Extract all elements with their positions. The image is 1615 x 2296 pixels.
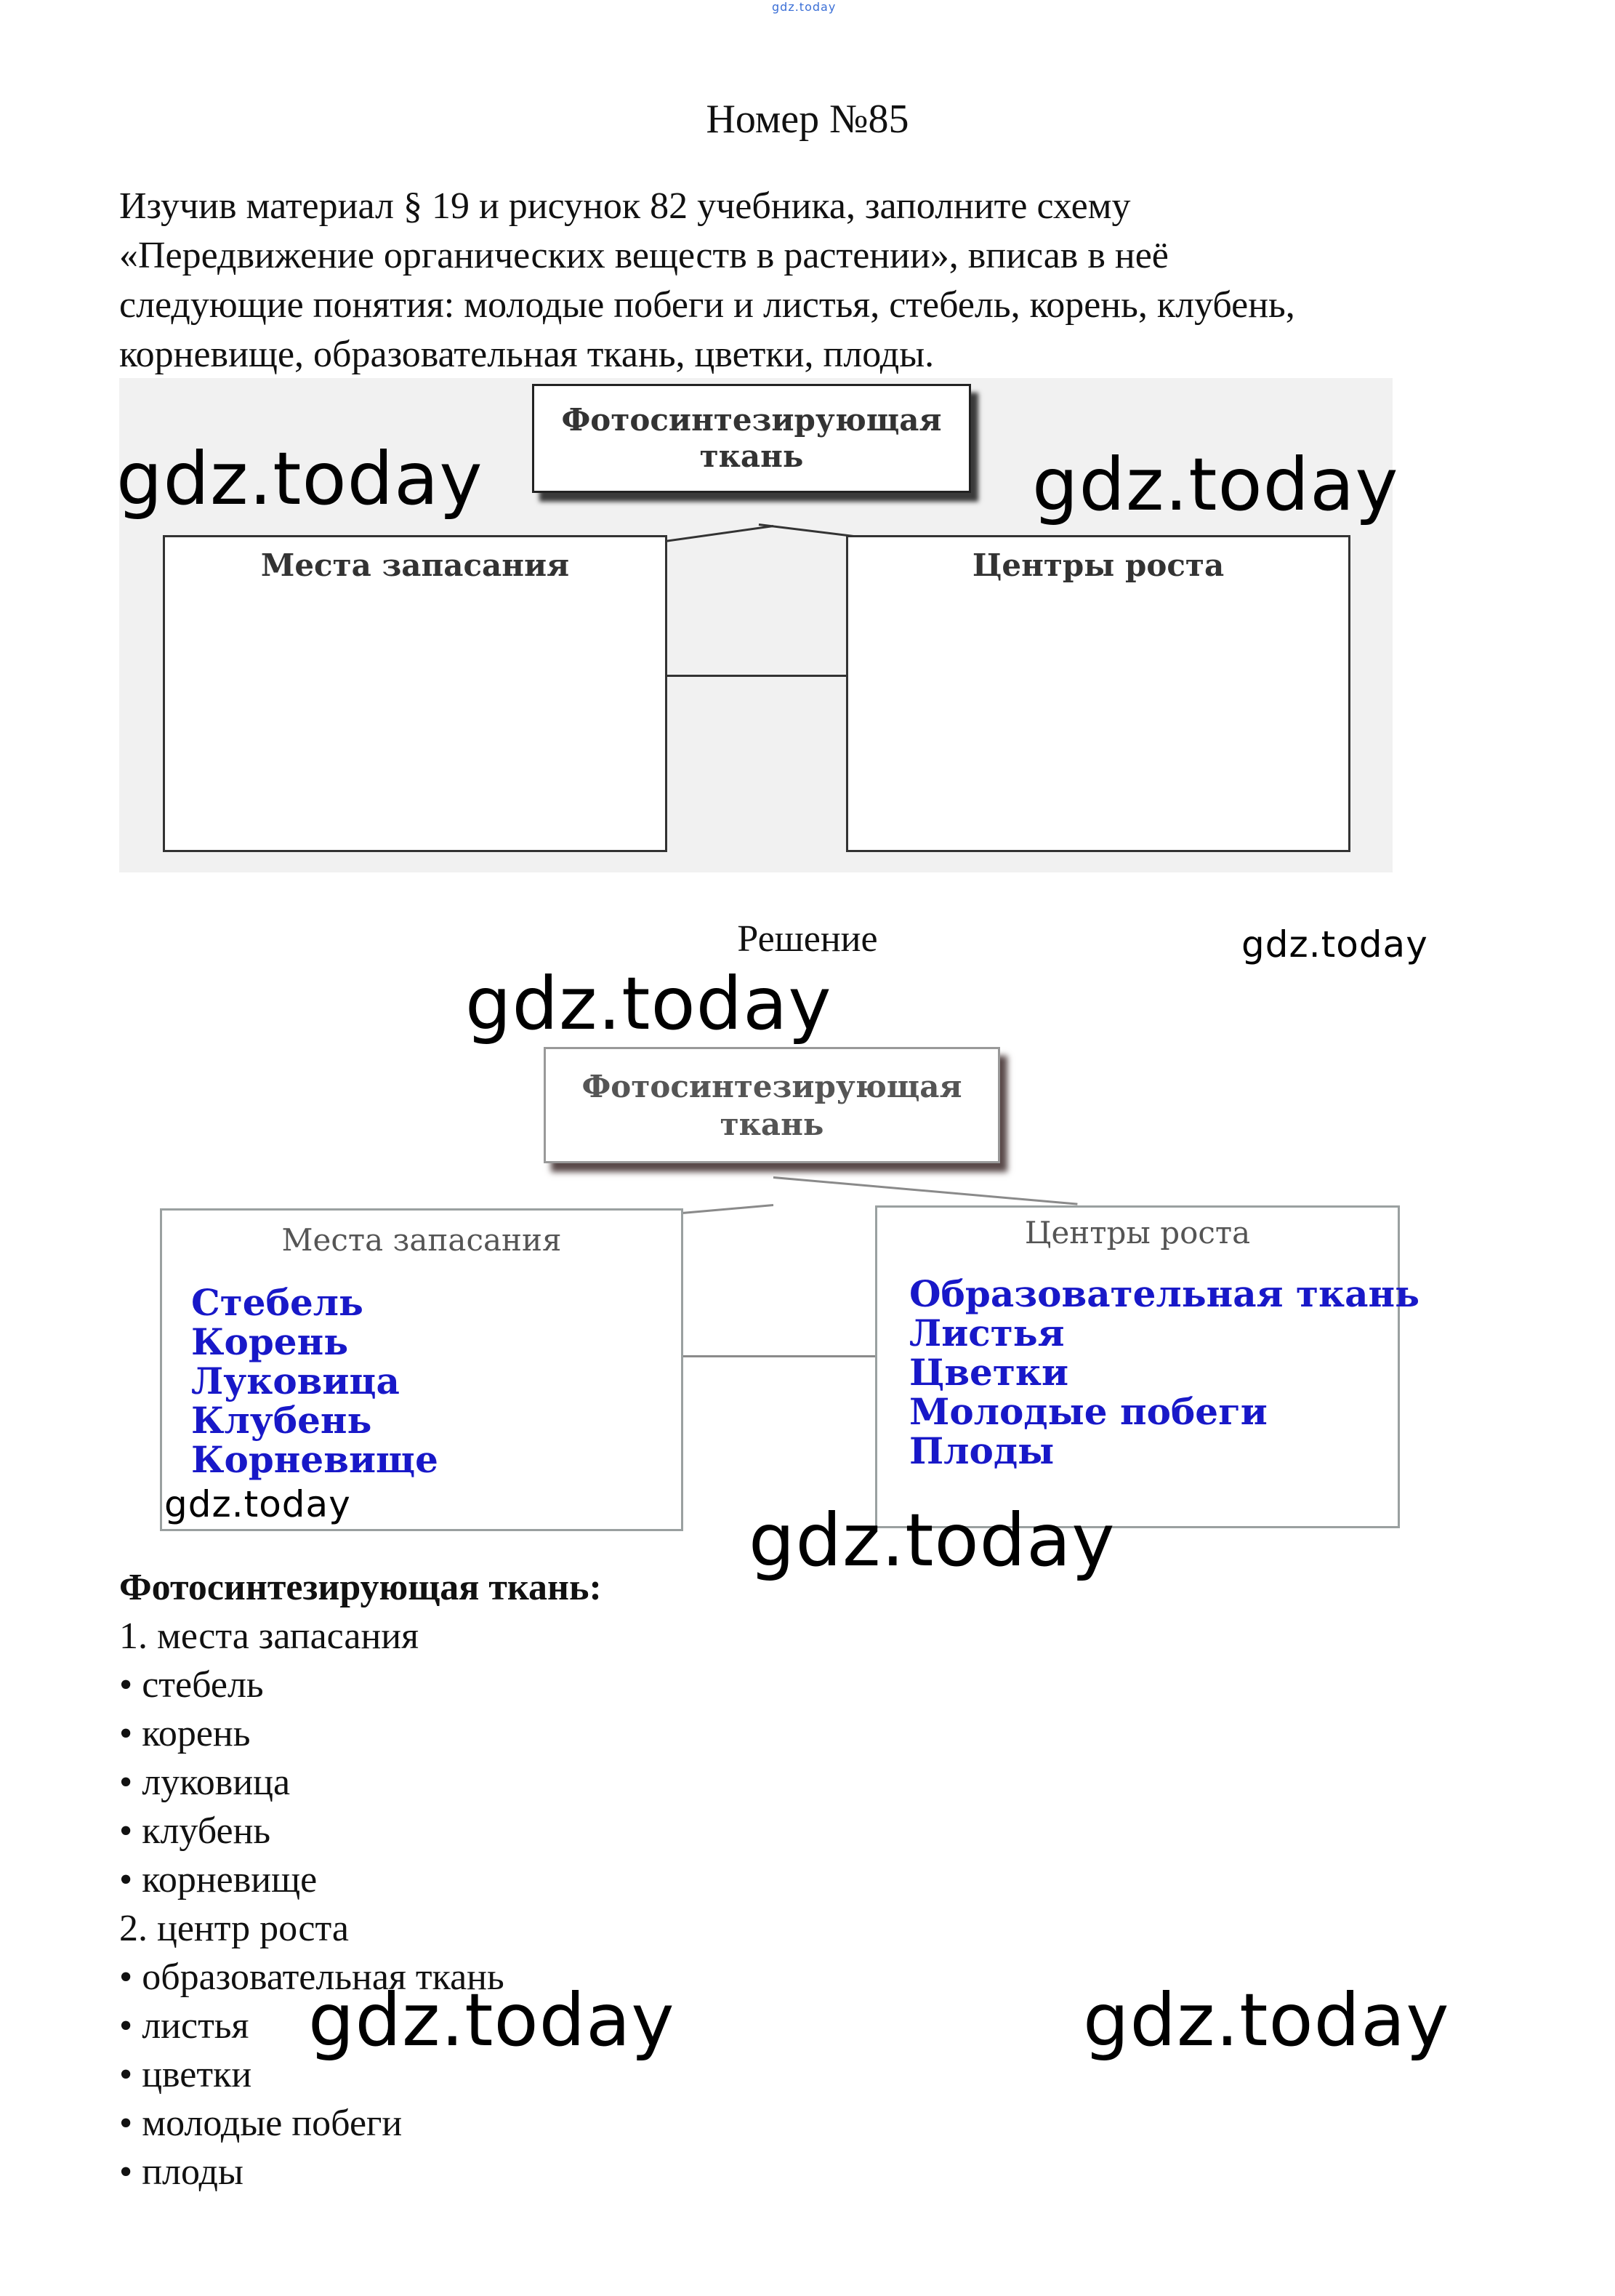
- box-label: Фотосинтезирующая ткань: [561, 402, 942, 474]
- answer-line: • листья: [119, 2005, 249, 2047]
- answer-heading: Фотосинтезирующая ткань:: [119, 1567, 602, 1608]
- watermark: gdz.today: [1083, 1978, 1450, 2063]
- watermark: gdz.today: [116, 436, 483, 521]
- page-title: Номер №85: [706, 97, 909, 142]
- answer-line: 1. места запасания: [119, 1615, 419, 1657]
- answer-line: • клубень: [119, 1810, 271, 1852]
- connector-line: [773, 1176, 1078, 1205]
- storage-box: [163, 535, 667, 852]
- list-item: Луковица: [191, 1360, 400, 1402]
- task-text: [119, 182, 1500, 380]
- answer-line: • луковица: [119, 1762, 291, 1803]
- storage-list: [191, 1283, 438, 1480]
- connector-line: [680, 1355, 877, 1357]
- task-line: «Передвижение органических веществ в растении», вписав в неё: [119, 235, 1169, 276]
- growth-list: [909, 1272, 1420, 1472]
- solution-title: Решение: [737, 918, 878, 960]
- answer-line: • молодые побеги: [119, 2103, 403, 2144]
- photosynthetic-tissue-box: [532, 384, 971, 493]
- box-label: Места запасания: [260, 547, 570, 583]
- answer-text: [119, 1563, 602, 2196]
- list-item: Молодые побеги: [909, 1390, 1268, 1433]
- list-item: Стебель: [191, 1281, 363, 1324]
- growth-box: [846, 535, 1350, 852]
- task-line: следующие понятия: молодые побеги и листья, стебель, корень, клубень,: [119, 284, 1295, 326]
- watermark: gdz.today: [749, 1498, 1116, 1583]
- watermark: gdz.today: [465, 961, 832, 1046]
- answer-line: • цветки: [119, 2054, 252, 2095]
- watermark: gdz.today: [308, 1978, 675, 2063]
- answer-line: • образовательная ткань: [119, 1956, 504, 1998]
- list-item: Корень: [191, 1320, 349, 1363]
- watermark: gdz.today: [1032, 442, 1399, 527]
- watermark: gdz.today: [164, 1483, 351, 1525]
- box-label: Места запасания: [281, 1222, 562, 1258]
- answer-line: • стебель: [119, 1664, 264, 1706]
- watermark: gdz.today: [1241, 923, 1428, 966]
- box-label: Центры роста: [1024, 1215, 1251, 1251]
- photosynthetic-tissue-box: [544, 1047, 1000, 1163]
- growth-box: [875, 1205, 1420, 1528]
- task-line: Изучив материал § 19 и рисунок 82 учебника, заполните схему: [119, 185, 1131, 227]
- list-item: Листья: [909, 1312, 1065, 1354]
- list-item: Корневище: [191, 1438, 438, 1481]
- answer-line: • плоды: [119, 2151, 243, 2193]
- answer-line: • корневище: [119, 1859, 318, 1900]
- box-label: Фотосинтезирующая ткань: [581, 1069, 962, 1142]
- list-item: Цветки: [909, 1351, 1069, 1394]
- task-line: корневище, образовательная ткань, цветки, плоды.: [119, 334, 935, 375]
- watermark-top: gdz.today: [772, 0, 837, 14]
- solution-diagram: [119, 1003, 1427, 1556]
- list-item: Плоды: [909, 1429, 1055, 1472]
- list-item: Образовательная ткань: [909, 1272, 1420, 1315]
- box-label: Центры роста: [972, 547, 1225, 583]
- answer-line: 2. центр роста: [119, 1908, 349, 1949]
- answer-line: • корень: [119, 1713, 251, 1754]
- list-item: Клубень: [191, 1399, 372, 1442]
